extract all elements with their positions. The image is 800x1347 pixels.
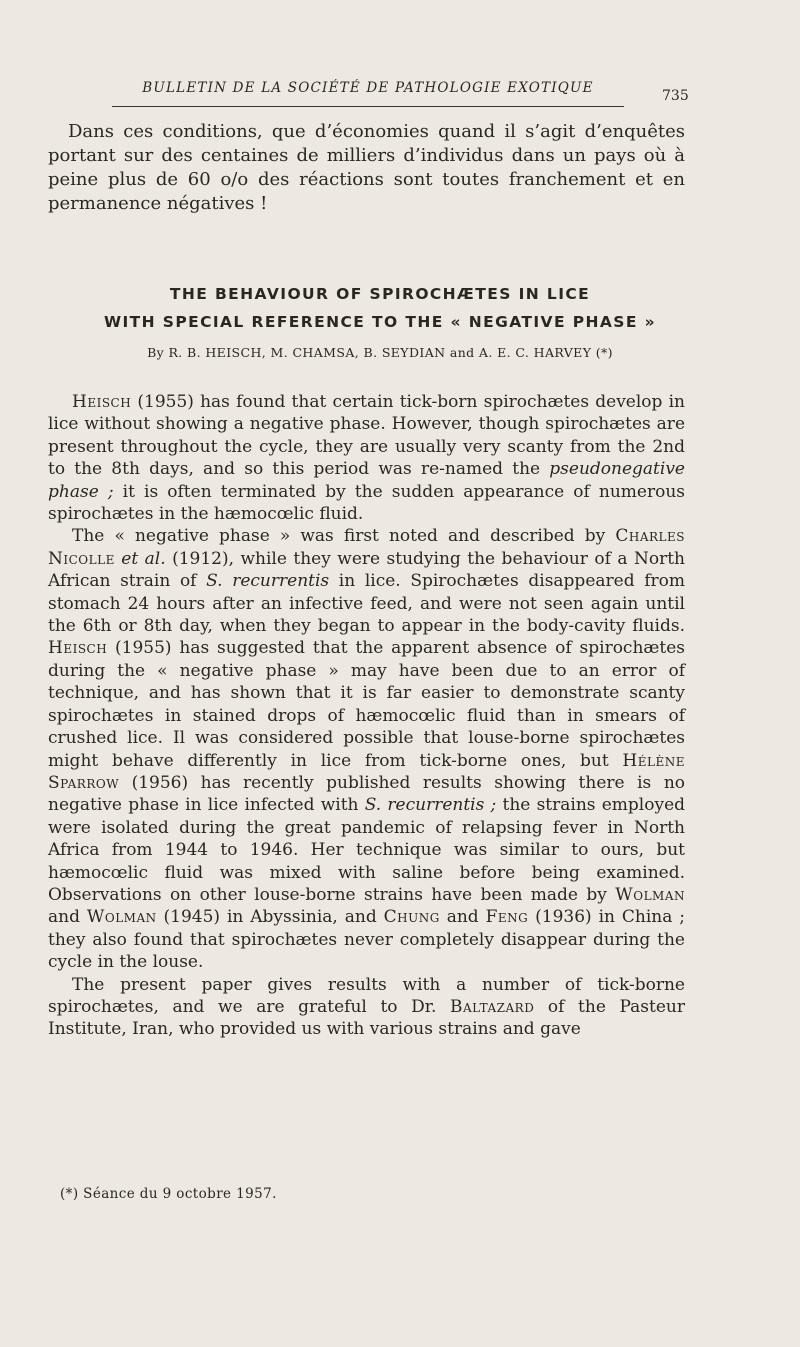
text-run: and xyxy=(439,907,486,928)
author-citation: Wolman xyxy=(86,907,157,928)
author-citation: Wolman xyxy=(615,884,685,905)
running-head: BULLETIN DE LA SOCIÉTÉ DE PATHOLOGIE EXOTIQUE xyxy=(142,80,594,96)
text-run: in lice. Spirochætes disappeared from stomach 24 hours after an infective feed, and were not seen again until the 6th or 8th day, when they began to appear in the body-cavity fluids. xyxy=(48,571,686,637)
species-name: S. recurrentis ; xyxy=(364,795,497,816)
text-run: and xyxy=(48,907,87,928)
page-number: 735 xyxy=(662,88,689,104)
author-citation: Feng xyxy=(485,907,529,928)
article-body xyxy=(48,391,685,1041)
text-run: (1936) in China ; they also found that spirochætes never completely disappear during the cycle in the louse. xyxy=(48,907,686,973)
paragraph-1 xyxy=(48,391,685,525)
footnote: (*) Séance du 9 octobre 1957. xyxy=(60,1186,277,1202)
intro-paragraph: Dans ces conditions, que d’économies quand il s’agit d’enquêtes portant sur des centaines de milliers d’individus dans un pays où à peine plus de 60 o/o des réactions sont toutes franchement et en permanence négatives ! xyxy=(48,121,685,214)
article-title-line-2: WITH SPECIAL REFERENCE TO THE « NEGATIVE PHASE » xyxy=(103,313,657,331)
italic-term: et al. xyxy=(114,548,166,569)
paragraph-2 xyxy=(48,525,685,973)
author-citation: Charles Nicolle xyxy=(48,526,685,569)
header-rule xyxy=(112,106,624,107)
text-run: it is often terminated by the sudden appearance of numerous spirochætes in the hæmocœlic fluid. xyxy=(48,481,685,525)
author-citation: Chung xyxy=(383,907,440,928)
text-run: The present paper gives results with a number of tick-borne spirochætes, and we are grateful to Dr. xyxy=(48,974,685,1017)
paragraph-3 xyxy=(48,974,685,1041)
article-title-line-1: THE BEHAVIOUR OF SPIROCHÆTES IN LICE xyxy=(169,285,591,303)
author-citation: Hélène Sparrow xyxy=(48,750,685,793)
text-run: (1955) has suggested that the apparent absence of spirochætes during the « negative phase » may have been due to an error of technique, and has shown that it is far easier to demonstrate scanty spirochætes in stained drops of hæmocœlic fluid than in smears of crushed lice. Il was considered possible that louse-borne spirochætes might behave differently in lice from tick-borne ones, but xyxy=(48,638,685,771)
author-citation: Heisch xyxy=(48,638,108,659)
text-run: (1955) has found that certain tick-born spirochætes develop in lice without showing a negative phase. However, though spirochætes are present throughout the cycle, they are usually very scanty from the 2nd to the 8th days, and so this period was re-named the xyxy=(48,392,685,480)
text-run: (1945) in Abyssinia, and xyxy=(156,907,384,928)
italic-term: pseudonegative phase ; xyxy=(48,459,685,502)
text-run: (1956) has recently published results showing there is no negative phase in lice infected with xyxy=(48,772,685,816)
author-citation: Heisch xyxy=(72,392,132,412)
author-citation: Baltazard xyxy=(450,996,535,1017)
text-run: (1912), while they were studying the behaviour of a North African strain of xyxy=(48,548,685,592)
species-name: S. recurrentis xyxy=(206,571,330,592)
text-run: the strains employed were isolated during the great pandemic of relapsing fever in North Africa from 1944 to 1946. Her technique was similar to ours, but hæmocœlic fluid was mixed with saline before being examined. Observations on other louse-borne strains have been made by xyxy=(48,795,686,905)
text-run: The « negative phase » was first noted and described by xyxy=(72,526,616,547)
text-run: of the Pasteur Institute, Iran, who provided us with various strains and gave xyxy=(48,996,685,1040)
byline: By R. B. HEISCH, M. CHAMSA, B. SEYDIAN and A. E. C. HARVEY (*) xyxy=(147,345,613,360)
